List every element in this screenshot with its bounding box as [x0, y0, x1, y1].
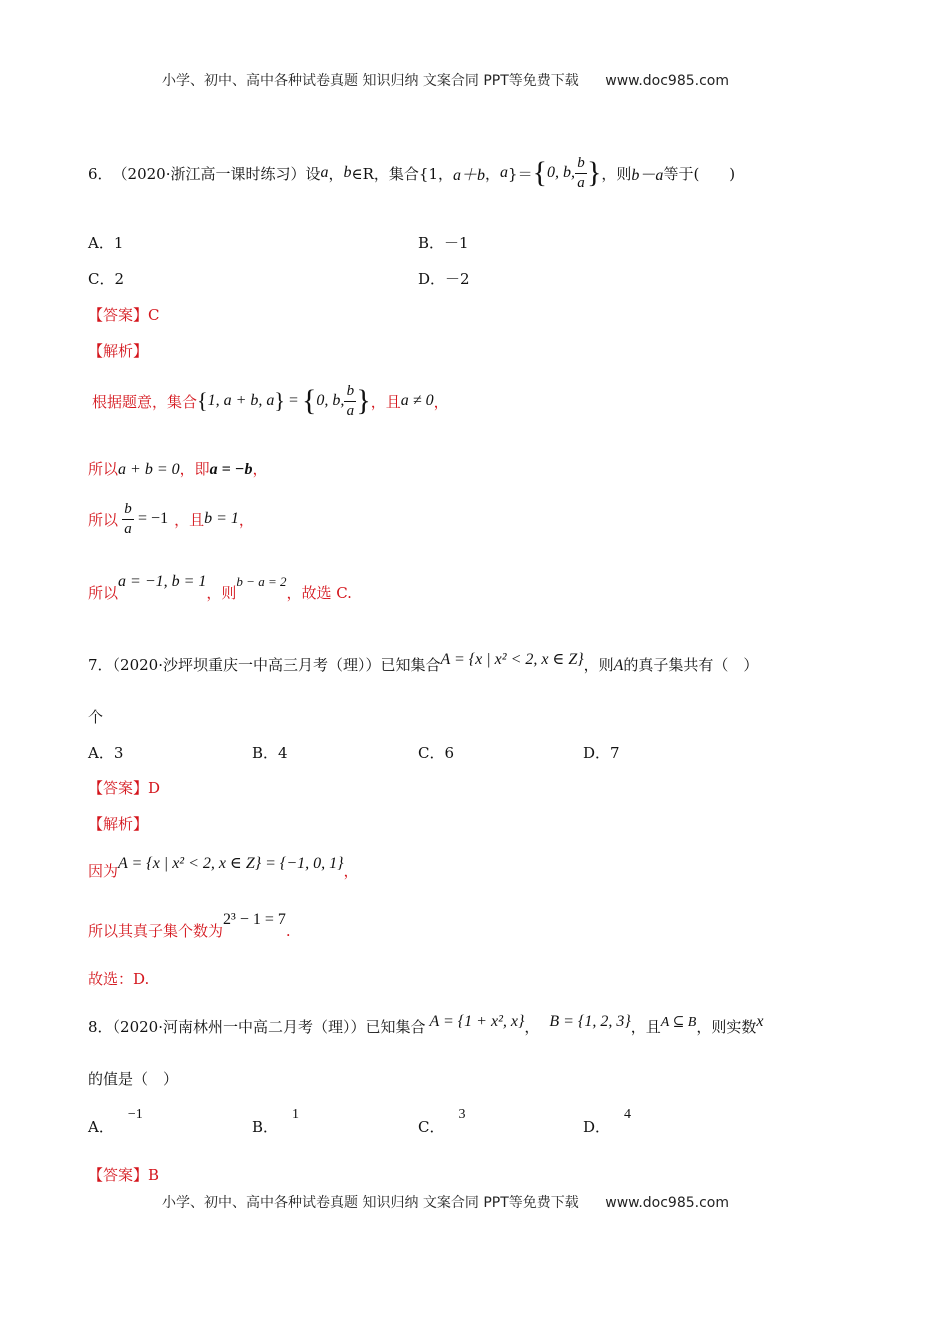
text: 所以 [88, 510, 119, 529]
option-d[interactable] [583, 1107, 632, 1137]
option-value: 1 [113, 234, 124, 252]
math: a = −1, b = 1 [118, 573, 207, 590]
option-value: −1 [127, 1107, 143, 1122]
set-b: B = {1, 2, 3} [549, 1013, 631, 1030]
option-c[interactable] [418, 742, 454, 763]
footer-url[interactable]: www.doc985.com [605, 1195, 729, 1211]
frac-bar [575, 173, 587, 174]
var-a: A [613, 657, 624, 674]
var-b: b [343, 164, 352, 181]
option-label: C． [418, 1118, 445, 1136]
option-label: B． [252, 744, 279, 762]
page-footer [162, 1192, 729, 1212]
sep: ， [485, 164, 501, 183]
frac-den: a [346, 402, 355, 419]
option-a[interactable] [88, 232, 123, 253]
left-brace: { [532, 156, 547, 189]
fraction-b-over-a [344, 384, 356, 419]
var-a: a [500, 164, 509, 181]
set-text: ∈R，集合{1， [351, 164, 454, 183]
q6-analysis-line-1 [92, 376, 449, 426]
option-value: 4 [624, 1107, 632, 1122]
text: ，则实数 [696, 1018, 757, 1036]
option-label: B． [252, 1118, 279, 1136]
option-label: D． [583, 1118, 611, 1136]
question-8-stem-cont: 的值是（ ） [88, 1070, 179, 1088]
q6-analysis-line-3 [88, 494, 254, 544]
frac-num: b [124, 500, 132, 517]
option-b[interactable] [252, 742, 288, 763]
frac-den: a [124, 520, 132, 537]
text: ，且 [370, 392, 401, 411]
answer-label: 【答案】B [88, 1166, 160, 1184]
option-d[interactable] [418, 268, 470, 289]
ask-text: 等于( ) [663, 164, 736, 183]
question-8-stem [88, 1013, 764, 1037]
text: 因为 [88, 862, 119, 880]
question-number: 8． [88, 1018, 113, 1036]
option-a[interactable] [88, 1107, 143, 1137]
set-a: A = {1 + x², x} [429, 1013, 525, 1030]
option-b[interactable] [252, 1107, 300, 1137]
option-b[interactable] [418, 232, 469, 253]
option-label: A． [88, 744, 114, 762]
option-label: C． [88, 270, 115, 288]
text: ，且 [630, 1018, 661, 1036]
footer-text: 小学、初中、高中各种试卷真题 知识归纳 文案合同 PPT等免费下载 [162, 1195, 579, 1211]
fraction-b-over-a [575, 156, 587, 191]
option-value: 3 [113, 744, 124, 762]
text: 所以 [88, 460, 119, 478]
math: A = {x | x² < 2, x ∈ Z} = {−1, 0, 1} [118, 855, 344, 872]
option-label: C． [418, 744, 445, 762]
option-c[interactable] [418, 1107, 466, 1137]
option-value: －2 [445, 270, 470, 288]
analysis-label: 【解析】 [88, 342, 149, 360]
set-2: 0, b, [316, 392, 345, 409]
frac-num: b [577, 154, 585, 171]
a-plus-b: a＋b [453, 166, 486, 184]
option-a[interactable] [88, 742, 123, 763]
question-7-stem [88, 651, 759, 675]
text: 所以其真子集个数为 [88, 922, 224, 940]
frac-bar [122, 519, 134, 520]
condition: a ≠ 0 [400, 392, 434, 409]
fraction-b-over-a [122, 502, 134, 537]
frac-bar [344, 401, 356, 402]
option-value: 6 [444, 744, 455, 762]
frac-den: a [577, 174, 585, 191]
option-label: A． [88, 1118, 114, 1136]
option-value: 1 [292, 1107, 300, 1122]
right-brace: } [356, 384, 371, 417]
text: ， [252, 460, 268, 478]
question-number: 6． [88, 164, 113, 183]
var-x: x [756, 1013, 764, 1030]
question-source: （2020·沙坪坝重庆一中高三月考（理））已知集合 [112, 656, 441, 674]
q7-analysis-line-3: 故选：D. [88, 970, 150, 988]
q7-analysis-line-2 [88, 911, 291, 941]
set-math: A = {x | x² < 2, x ∈ Z} [440, 651, 584, 668]
answer-label: 【答案】C [88, 306, 160, 324]
equals: = [288, 392, 298, 409]
q6-analysis-line-4 [88, 573, 352, 603]
set-close: }＝ [508, 164, 533, 183]
text: ，且 [174, 510, 205, 529]
math: a + b = 0 [118, 461, 180, 478]
math: b − a = 2 [236, 574, 287, 589]
option-label: D． [583, 744, 611, 762]
text: ，则 [206, 584, 237, 602]
text: ， [343, 862, 359, 880]
text: ，则 [583, 656, 614, 674]
frac-num: b [346, 382, 355, 399]
math: 2³ − 1 = 7 [223, 911, 286, 928]
text: ，即 [179, 460, 210, 478]
option-value: －1 [444, 234, 469, 252]
sep: ， [328, 164, 344, 183]
question-source: （2020·浙江高一课时练习）设 [112, 164, 321, 183]
q6-analysis-line-2 [88, 458, 267, 479]
math: b = 1 [204, 510, 239, 527]
subset-math: A ⊆ B [660, 1015, 697, 1030]
option-value: 7 [610, 744, 620, 762]
header-text: 小学、初中、高中各种试卷真题 知识归纳 文案合同 PPT等免费下载 [162, 73, 579, 89]
question-7-stem-cont: 个 [88, 708, 104, 726]
var-a: a [320, 164, 329, 181]
text: 所以 [88, 584, 119, 602]
question-number: 7． [88, 656, 113, 674]
page-header [162, 70, 729, 90]
then-text: ，则 [601, 164, 632, 183]
text: . [285, 922, 291, 940]
header-url[interactable]: www.doc985.com [605, 73, 729, 89]
option-c[interactable] [88, 268, 124, 289]
option-value: 2 [114, 270, 125, 288]
text: ， [524, 1018, 540, 1036]
text: 根据题意，集合 [92, 392, 198, 411]
option-label: D． [418, 270, 446, 288]
q7-analysis-line-1 [88, 855, 359, 881]
text: ， [238, 510, 254, 529]
left-brace: { [301, 384, 317, 417]
question-source: （2020·河南林州一中高二月考（理））已知集合 [112, 1018, 426, 1036]
answer-label: 【答案】D [88, 779, 161, 797]
equals: = −1 [138, 510, 169, 527]
right-brace: } [587, 156, 602, 189]
option-value: 3 [458, 1107, 466, 1122]
text: ，故选 C. [286, 584, 352, 602]
set-items: 0, b, [547, 164, 575, 181]
option-label: B． [418, 234, 445, 252]
analysis-label: 【解析】 [88, 815, 149, 833]
question-6-stem [88, 148, 735, 198]
option-value: 4 [278, 744, 288, 762]
right-brace: } [274, 388, 285, 413]
math: a = −b [209, 461, 253, 478]
set-1: 1, a + b, a [207, 392, 275, 409]
ask-text: 的真子集共有（ ） [623, 656, 759, 674]
b-minus-a: b－a [631, 166, 664, 184]
option-label: A． [88, 234, 114, 252]
text: ， [433, 392, 449, 411]
left-brace: { [197, 388, 208, 413]
option-d[interactable] [583, 742, 620, 763]
